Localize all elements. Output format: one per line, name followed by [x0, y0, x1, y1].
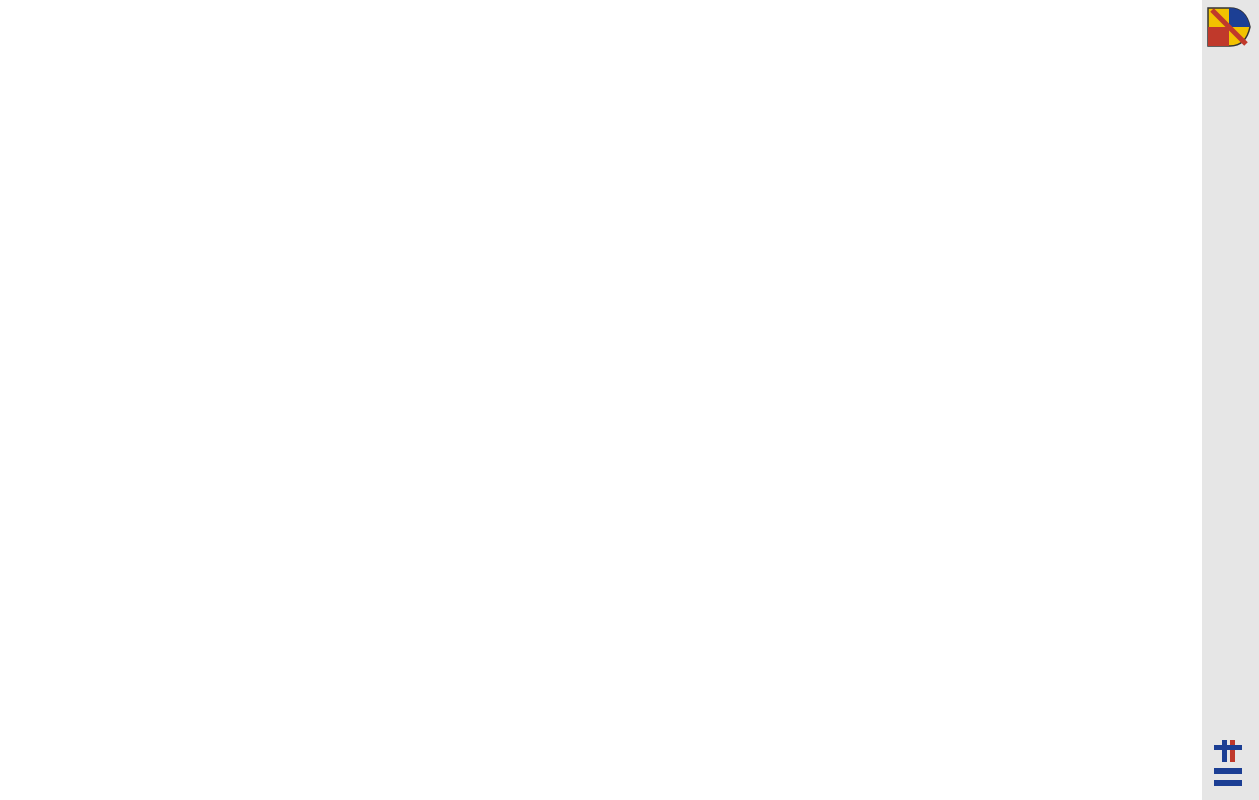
sidebar-strip — [1202, 0, 1259, 800]
university-library-logo-icon — [1210, 736, 1246, 788]
coat-of-arms-icon — [1206, 6, 1252, 48]
